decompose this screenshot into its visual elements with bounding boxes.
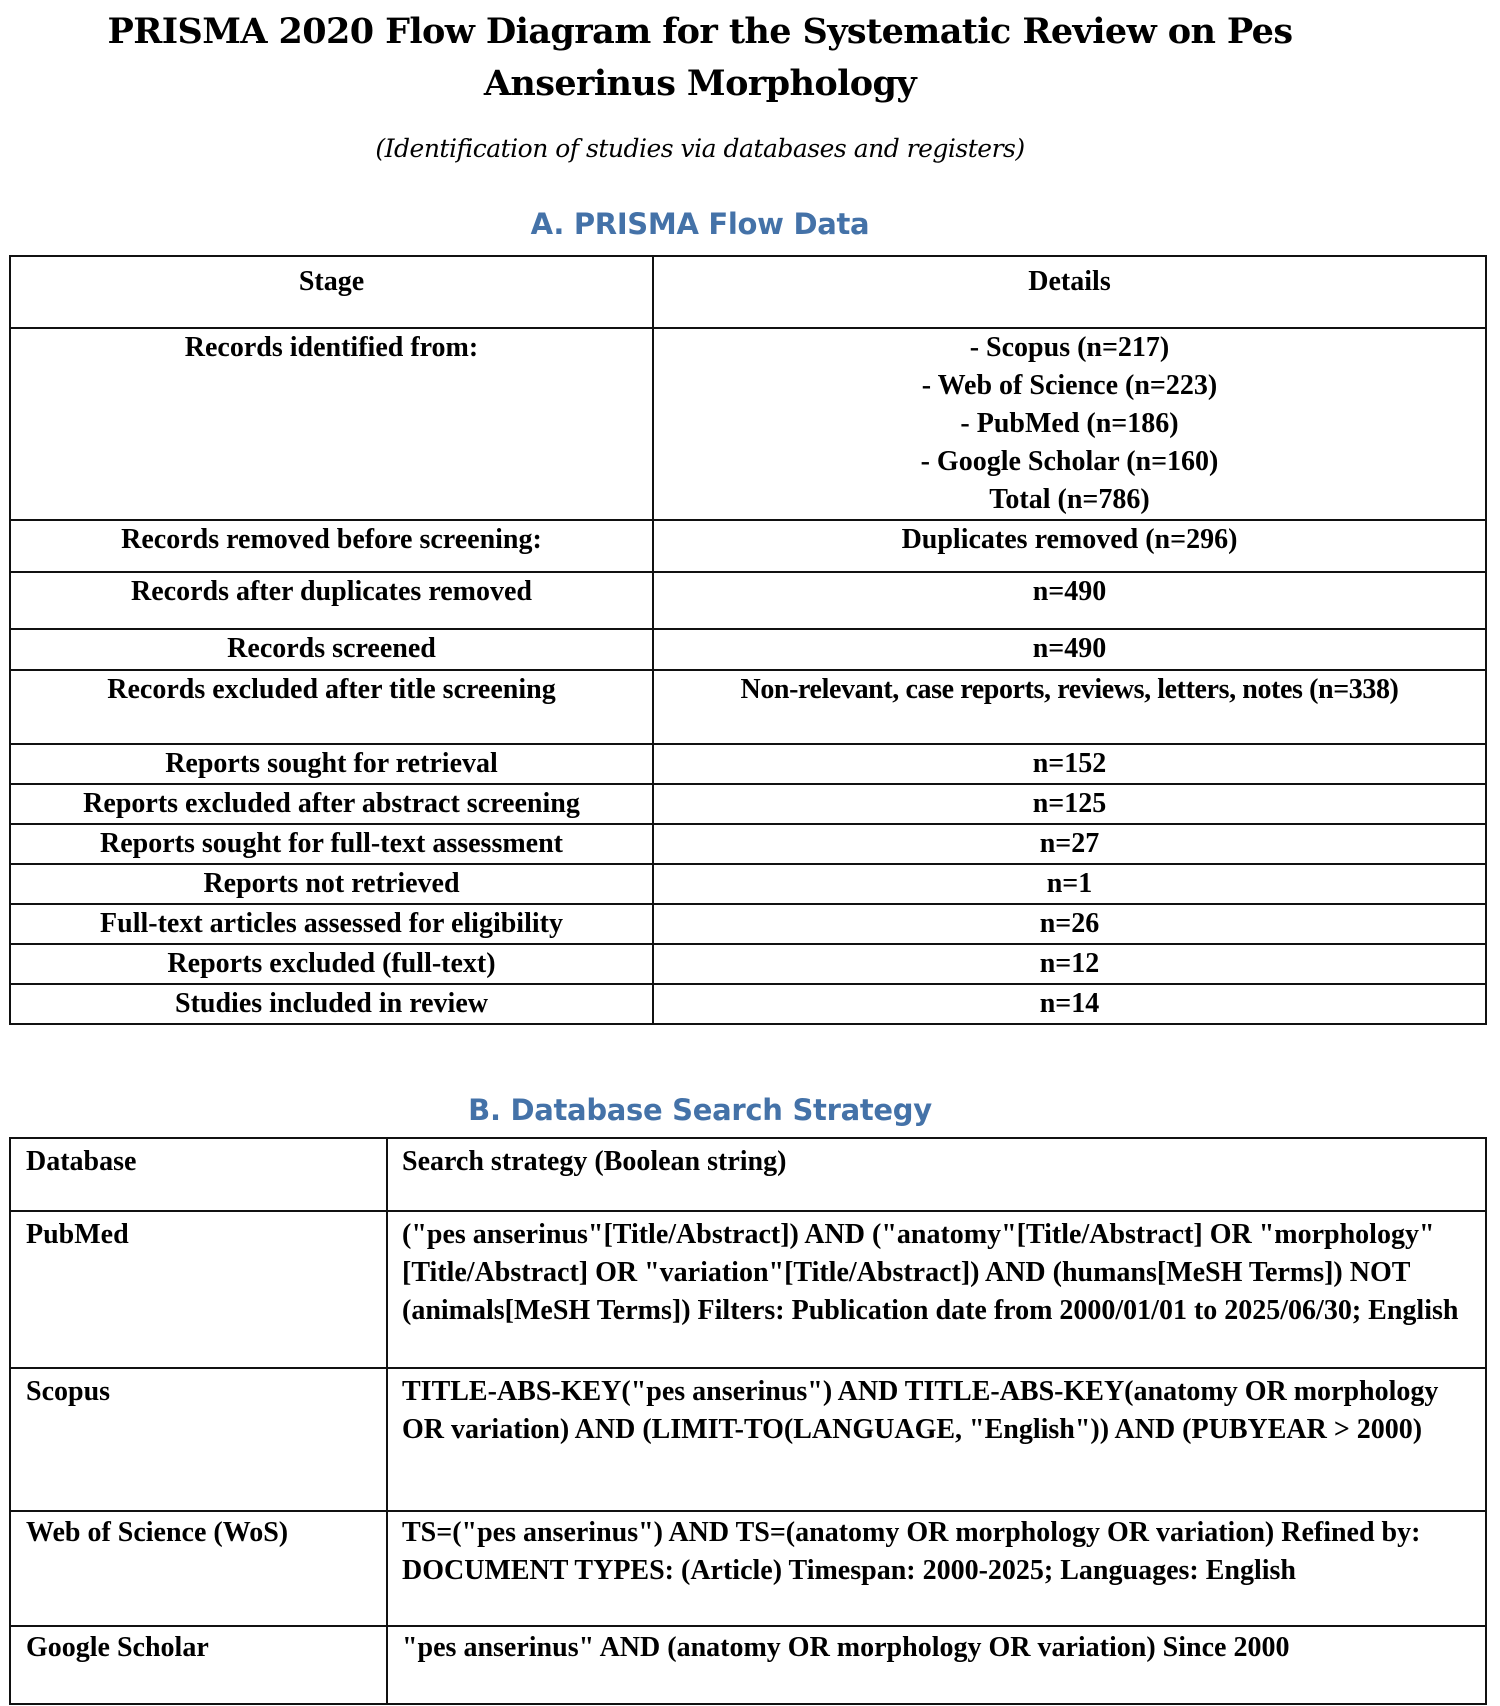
stage-cell: Records excluded after title screening <box>10 670 653 744</box>
details-cell: n=27 <box>653 824 1486 864</box>
title-line-1: PRISMA 2020 Flow Diagram for the Systematic Review on Pes <box>107 11 1293 52</box>
table-row <box>10 944 1486 984</box>
section-b-heading: B. Database Search Strategy <box>468 1093 932 1127</box>
strategy-cell: "pes anserinus" AND (anatomy OR morphology OR variation) Since 2000 <box>387 1626 1486 1704</box>
table-row <box>10 784 1486 824</box>
table-header-row <box>10 1138 1486 1211</box>
table-row <box>10 904 1486 944</box>
stage-cell: Records screened <box>10 629 653 670</box>
document-title <box>0 6 1400 110</box>
strategy-cell: TITLE-ABS-KEY("pes anserinus") AND TITLE-ABS-KEY(anatomy OR morphology OR variation) AND (LIMIT-TO(LANGUAGE, "English")) AND (PUBYEAR > 2000) <box>387 1368 1486 1511</box>
details-cell: Duplicates removed (n=296) <box>653 520 1486 572</box>
table-row <box>10 629 1486 670</box>
details-cell <box>653 328 1486 520</box>
strategy-cell: TS=("pes anserinus") AND TS=(anatomy OR morphology OR variation) Refined by: DOCUMENT TYPES: (Article) Timespan: 2000-2025; Languages: English <box>387 1511 1486 1626</box>
stage-cell: Studies included in review <box>10 984 653 1024</box>
table-row <box>10 1368 1486 1511</box>
table-row <box>10 984 1486 1024</box>
details-cell: n=152 <box>653 744 1486 784</box>
database-cell: Google Scholar <box>10 1626 387 1704</box>
section-a-heading: A. PRISMA Flow Data <box>530 207 870 241</box>
table-row <box>10 1626 1486 1704</box>
table-row <box>10 572 1486 629</box>
database-cell: Scopus <box>10 1368 387 1511</box>
details-line: - Web of Science (n=223) <box>921 370 1218 401</box>
details-cell: n=14 <box>653 984 1486 1024</box>
table-row <box>10 744 1486 784</box>
table-row <box>10 1511 1486 1626</box>
stage-cell: Reports excluded after abstract screening <box>10 784 653 824</box>
details-line: - PubMed (n=186) <box>960 408 1179 439</box>
stage-cell: Reports not retrieved <box>10 864 653 904</box>
details-cell: n=1 <box>653 864 1486 904</box>
details-cell: Non-relevant, case reports, reviews, letters, notes (n=338) <box>653 670 1486 744</box>
document-subtitle: (Identification of studies via databases and registers) <box>375 134 1025 163</box>
table-row <box>10 670 1486 744</box>
details-cell: n=490 <box>653 572 1486 629</box>
details-line: - Google Scholar (n=160) <box>920 446 1219 477</box>
stage-cell: Full-text articles assessed for eligibility <box>10 904 653 944</box>
details-cell: n=26 <box>653 904 1486 944</box>
stage-cell: Records identified from: <box>10 328 653 520</box>
title-line-2: Anserinus Morphology <box>483 63 917 104</box>
stage-cell: Reports sought for full-text assessment <box>10 824 653 864</box>
stage-cell: Records removed before screening: <box>10 520 653 572</box>
table-row <box>10 864 1486 904</box>
table-row <box>10 824 1486 864</box>
column-header-strategy: Search strategy (Boolean string) <box>387 1138 1486 1211</box>
database-cell: Web of Science (WoS) <box>10 1511 387 1626</box>
column-header-database: Database <box>10 1138 387 1211</box>
details-line: Total (n=786) <box>989 484 1150 515</box>
stage-cell: Reports sought for retrieval <box>10 744 653 784</box>
column-header-details: Details <box>653 256 1486 328</box>
details-cell: n=490 <box>653 629 1486 670</box>
prisma-flow-table <box>9 255 1487 1025</box>
strategy-cell: ("pes anserinus"[Title/Abstract]) AND ("anatomy"[Title/Abstract] OR "morphology"[Title/Abstract] OR "variation"[Title/Abstract]) AND (humans[MeSH Terms]) NOT (animals[MeSH Terms]) Filters: Publication date from 2000/01/01 to 2025/06/30; English <box>387 1211 1486 1368</box>
details-cell: n=12 <box>653 944 1486 984</box>
database-cell: PubMed <box>10 1211 387 1368</box>
table-row <box>10 328 1486 520</box>
column-header-stage: Stage <box>10 256 653 328</box>
stage-cell: Reports excluded (full-text) <box>10 944 653 984</box>
table-row <box>10 1211 1486 1368</box>
details-line: - Scopus (n=217) <box>969 332 1170 363</box>
details-cell: n=125 <box>653 784 1486 824</box>
table-row <box>10 520 1486 572</box>
table-header-row <box>10 256 1486 328</box>
search-strategy-table <box>9 1137 1487 1705</box>
stage-cell: Records after duplicates removed <box>10 572 653 629</box>
